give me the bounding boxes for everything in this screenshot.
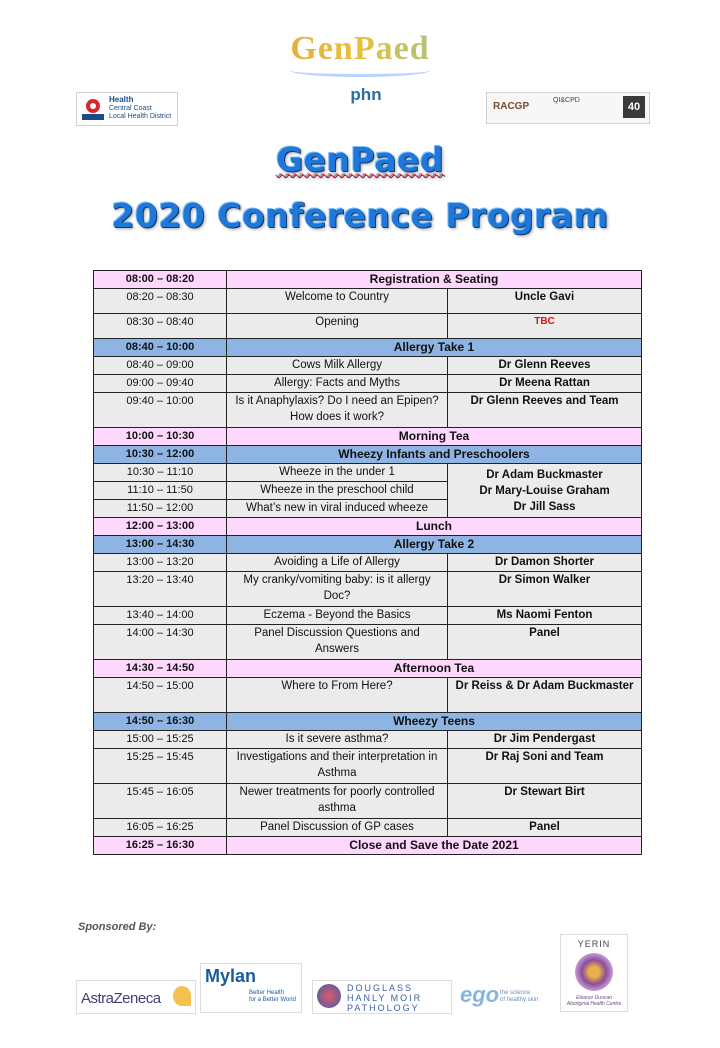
racgp-logo: RACGP QI&CPD 40 [486,92,650,124]
table-row: 13:40 – 14:00 Eczema - Beyond the Basics Ms Naomi Fenton [94,607,642,625]
yerin-dot-art-icon [575,953,613,991]
douglass-hanly-moir-logo: DOUGLASS HANLY MOIR PATHOLOGY [312,980,452,1014]
table-row: 09:00 – 09:40 Allergy: Facts and Myths Dr Meena Rattan [94,375,642,393]
genpaed-logo: GenPaed [0,30,720,68]
table-row: 08:20 – 08:30 Welcome to Country Uncle Gavi [94,289,642,314]
table-row: 15:45 – 16:05 Newer treatments for poorly controlled asthma Dr Stewart Birt [94,784,642,819]
astrazeneca-swirl-icon [173,986,191,1006]
session-row: 14:30 – 14:50 Afternoon Tea [94,660,642,678]
session-row: 08:00 – 08:20 Registration & Seating [94,271,642,289]
table-row: 09:40 – 10:00 Is it Anaphylaxis? Do I need an Epipen? How does it work? Dr Glenn Reeves and Team [94,393,642,428]
table-row: 15:25 – 15:45 Investigations and their interpretation in Asthma Dr Raj Soni and Team [94,749,642,784]
session-row: 12:00 – 13:00 Lunch [94,518,642,536]
table-row: 11:10 – 11:50 Wheeze in the preschool child [94,482,642,500]
tbc-label: TBC [448,314,642,339]
block-row: 10:30 – 12:00 Wheezy Infants and Preschoolers [94,446,642,464]
title-genpaed: GenPaed [275,140,445,179]
table-row: 15:00 – 15:25 Is it severe asthma? Dr Jim Pendergast [94,731,642,749]
nsw-health-text: Health Central Coast Local Health District [109,95,172,120]
waratah-icon [80,96,106,122]
astrazeneca-logo: AstraZeneca [76,980,196,1014]
mylan-logo: Mylan Better Health for a Better World [200,963,302,1013]
table-row: 14:00 – 14:30 Panel Discussion Questions and Answers Panel [94,625,642,660]
logo-swoosh [290,64,430,77]
table-row: 13:20 – 13:40 My cranky/vomiting baby: is it allergy Doc? Dr Simon Walker [94,572,642,607]
program-table [93,270,642,855]
table-row: 11:50 – 12:00 What’s new in viral induced wheeze [94,500,642,518]
table-row: 14:50 – 15:00 Where to From Here? Dr Reiss & Dr Adam Buckmaster [94,678,642,713]
ego-logo: ego the science of healthy skin [458,980,554,1012]
session-row: 10:00 – 10:30 Morning Tea [94,428,642,446]
yerin-logo: YERIN Eleanor Duncan Aboriginal Health Centre [560,934,628,1012]
session-row: 16:25 – 16:30 Close and Save the Date 2021 [94,837,642,855]
table-row: 10:30 – 11:10 Wheeze in the under 1 Dr Adam Buckmaster Dr Mary-Louise Graham Dr Jill Sass [94,464,642,482]
block-row: 13:00 – 14:30 Allergy Take 2 [94,536,642,554]
sponsored-by-label: Sponsored By: [78,921,157,933]
nsw-health-logo [76,92,178,126]
table-row: 08:30 – 08:40 Opening TBC [94,314,642,339]
table-row: 16:05 – 16:25 Panel Discussion of GP cases Panel [94,819,642,837]
block-row: 14:50 – 16:30 Wheezy Teens [94,713,642,731]
block-row: 08:40 – 10:00 Allergy Take 1 [94,339,642,357]
table-row: 13:00 – 13:20 Avoiding a Life of Allergy Dr Damon Shorter [94,554,642,572]
table-row: 08:40 – 09:00 Cows Milk Allergy Dr Glenn Reeves [94,357,642,375]
title-conference-program: 2020 Conference Program [111,196,609,235]
dhm-circle-icon [317,984,341,1008]
wheeze-speakers: Dr Adam Buckmaster Dr Mary-Louise Graham Dr Jill Sass [448,464,642,518]
phn-logo: phn [332,86,400,122]
